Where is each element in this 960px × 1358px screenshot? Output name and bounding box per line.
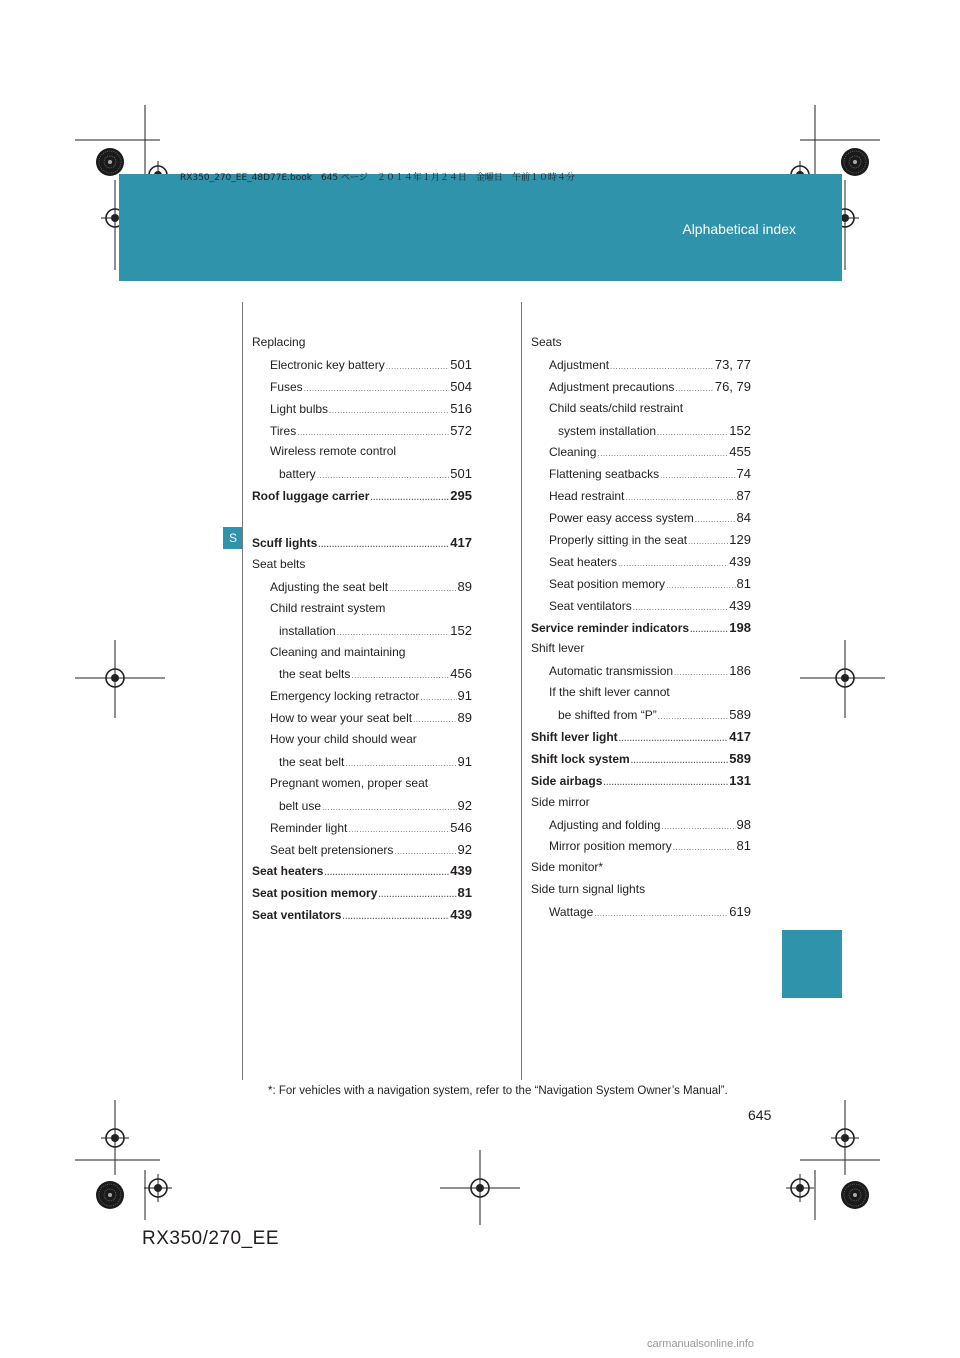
entry-text: Light bulbs [270,401,329,416]
entry-page: 98 [736,816,751,832]
leader-dots [394,841,456,863]
index-entry [252,839,472,861]
index-entry [252,420,472,442]
index-entry [531,901,751,923]
entry-page: 504 [450,378,472,394]
entry-page: 76, 79 [714,378,751,394]
entry-text: Adjustment precautions [549,379,675,394]
leader-dots [619,728,729,750]
leader-dots [389,578,456,600]
entry-page: 501 [450,356,472,372]
index-entry [531,726,751,748]
entry-text: Automatic transmission [549,664,674,679]
header-band [119,174,842,281]
entry-text: Electronic key battery [270,357,385,372]
entry-page: 81 [457,885,472,901]
index-entry [252,685,472,707]
entry-gap [252,507,472,532]
index-entry [531,551,751,573]
entry-text: How your child should wear [270,732,417,747]
index-entry [531,682,751,704]
leader-dots [675,378,713,400]
entry-text: Shift lock system [531,751,630,766]
entry-text: Child restraint system [270,600,386,615]
index-entry [252,485,472,507]
entry-page: 131 [729,772,751,788]
entry-page: 91 [457,754,472,770]
entry-page: 84 [736,510,751,526]
index-entry [252,795,472,817]
entry-text: How to wear your seat belt [270,711,413,726]
entry-page: 89 [457,578,472,594]
entry-page: 91 [457,688,472,704]
entry-page: 81 [736,575,751,591]
leader-dots [322,797,457,819]
leader-dots [660,465,735,487]
entry-text: Scuff lights [252,536,318,551]
leader-dots [688,531,728,553]
entry-text: the seat belts [279,667,351,682]
entry-text: Wattage [549,905,594,920]
entry-text: Seat ventilators [252,908,342,923]
index-entry [252,441,472,463]
leader-dots [317,465,450,487]
index-entry [531,704,751,726]
index-entry [252,398,472,420]
entry-page: 455 [729,444,751,460]
leader-dots [413,709,456,731]
entry-text: belt use [279,798,322,813]
entry-page: 92 [457,841,472,857]
leader-dots [618,553,728,575]
index-entry [531,354,751,376]
index-entry [252,707,472,729]
leader-dots [603,772,728,794]
leader-dots [597,443,728,465]
leader-dots [625,487,735,509]
left-column-rule [242,302,243,1080]
index-entry [531,792,751,814]
index-entry [531,529,751,551]
leader-dots [661,816,735,838]
entry-text: Side turn signal lights [531,882,646,897]
entry-page: 295 [450,488,472,504]
leader-dots [297,422,449,444]
index-entry [531,463,751,485]
entry-text: Reminder light [270,820,348,835]
model-code: RX350/270_EE [142,1228,279,1249]
index-entry [252,663,472,685]
entry-page: 456 [450,666,472,682]
entry-text: Fuses [270,379,303,394]
watermark: carmanualsonline.info [647,1338,755,1350]
entry-page: 619 [729,904,751,920]
entry-text: Replacing [252,335,306,349]
entry-text: Flattening seatbacks [549,467,660,482]
entry-page: 439 [450,907,472,923]
entry-text: Child seats/child restraint [549,400,684,415]
entry-text: Cleaning [549,445,597,460]
right-index-column [531,332,751,923]
entry-text: If the shift lever cannot [549,685,670,700]
entry-text: battery [279,467,316,482]
header-title: Alphabetical index [682,221,796,237]
entry-text: Seat position memory [549,576,666,591]
entry-text: Seat belt pretensioners [270,842,394,857]
index-entry [252,620,472,642]
index-entry [531,770,751,792]
entry-text: Side airbags [531,773,603,788]
entry-text: Seat heaters [549,554,618,569]
index-entry [252,576,472,598]
entry-text: Pregnant women, proper seat [270,775,429,790]
index-entry [531,617,751,639]
entry-page: 152 [729,422,751,438]
entry-page: 516 [450,400,472,416]
index-entry [531,573,751,595]
entry-text: be shifted from “P” [558,708,657,723]
index-entry [531,748,751,770]
index-entry [531,857,751,879]
entry-page: 74 [736,466,751,482]
entry-text: Cleaning and maintaining [270,644,406,659]
book-stamp: RX350_270_EE_48D77E.book 645 ページ ２０１４年１月２４日 金曜日 午前１０時４分 [180,173,575,183]
leader-dots [674,662,728,684]
entry-text: Adjustment [549,357,610,372]
page-number: 645 [748,1107,772,1123]
entry-text: Wireless remote control [270,444,397,459]
entry-text: Head restraint [549,489,625,504]
entry-page: 501 [450,466,472,482]
leader-dots [695,509,736,531]
leader-dots [594,903,728,925]
leader-dots [633,597,729,619]
entry-text: Side monitor* [531,860,604,875]
entry-text: Emergency locking retractor [270,689,420,704]
entry-page: 129 [729,532,751,548]
entry-page: 186 [729,663,751,679]
index-entry [252,860,472,882]
index-entry [531,507,751,529]
index-entry [531,420,751,442]
index-entry [252,463,472,485]
entry-text: system installation [558,423,657,438]
leader-dots [420,687,456,709]
entry-page: 439 [450,863,472,879]
index-entry [531,638,751,660]
index-entry [531,660,751,682]
entry-text: Seat position memory [252,886,378,901]
index-entry [252,904,472,926]
index-entry [252,376,472,398]
entry-text: Adjusting and folding [549,817,661,832]
leader-dots [673,837,736,859]
entry-text: Adjusting the seat belt [270,579,389,594]
entry-text: the seat belt [279,755,345,770]
entry-text: Properly sitting in the seat [549,533,688,548]
entry-page: 92 [457,797,472,813]
index-entry [252,532,472,554]
entry-text: Roof luggage carrier [252,489,370,504]
leader-dots [342,906,449,928]
entry-text: Side mirror [531,794,590,809]
index-entry [252,817,472,839]
entry-page: 417 [450,535,472,551]
index-entry [252,554,472,576]
leader-dots [351,665,449,687]
index-entry [252,598,472,620]
leader-dots [318,534,449,556]
leader-dots [631,750,729,772]
leader-dots [610,356,714,378]
index-entry [531,595,751,617]
entry-text: installation [279,623,336,638]
entry-text: Mirror position memory [549,839,672,854]
index-entry [531,485,751,507]
entry-page: 589 [729,707,751,723]
index-entry [252,882,472,904]
letter-tab: S [223,527,243,549]
entry-page: 546 [450,819,472,835]
entry-text: Seat belts [252,557,306,572]
index-entry [531,376,751,398]
entry-text: Power easy access system [549,511,694,526]
entry-page: 439 [729,597,751,613]
entry-text: Seat ventilators [549,598,632,613]
index-entry [252,642,472,664]
index-entry [252,773,472,795]
entry-page: 152 [450,622,472,638]
middle-column-rule [521,302,522,1080]
leader-dots [324,862,449,884]
entry-page: 73, 77 [714,356,751,372]
footnote: *: For vehicles with a navigation system, refer to the “Navigation System Owner’s Manual”. [268,1085,728,1097]
leader-dots [657,422,728,444]
leader-dots [386,356,450,378]
entry-page: 589 [729,750,751,766]
entry-text: Tires [270,423,297,438]
entry-text: Shift lever light [531,730,618,745]
leader-dots [378,884,456,906]
entry-page: 87 [736,488,751,504]
index-entry [252,332,472,354]
leader-dots [658,706,729,728]
entry-page: 417 [729,729,751,745]
index-entry [252,751,472,773]
index-entry [531,332,751,354]
leader-dots [304,378,450,400]
left-index-column [252,332,472,926]
entry-page: 198 [729,619,751,635]
leader-dots [348,819,449,841]
index-entry [252,729,472,751]
entry-page: 81 [736,838,751,854]
leader-dots [690,619,728,641]
index-entry [531,814,751,836]
leader-dots [666,575,735,597]
entry-text: Seats [531,335,562,349]
leader-dots [329,400,449,422]
leader-dots [345,753,456,775]
entry-page: 89 [457,710,472,726]
side-tab [782,930,842,998]
leader-dots [337,622,450,644]
index-entry [531,398,751,420]
entry-text: Service reminder indicators [531,620,690,635]
leader-dots [370,487,449,509]
entry-page: 439 [729,553,751,569]
entry-page: 572 [450,422,472,438]
index-entry [531,441,751,463]
index-entry [531,879,751,901]
index-entry [252,354,472,376]
index-entry [531,835,751,857]
entry-text: Seat heaters [252,864,324,879]
entry-text: Shift lever [531,641,585,656]
